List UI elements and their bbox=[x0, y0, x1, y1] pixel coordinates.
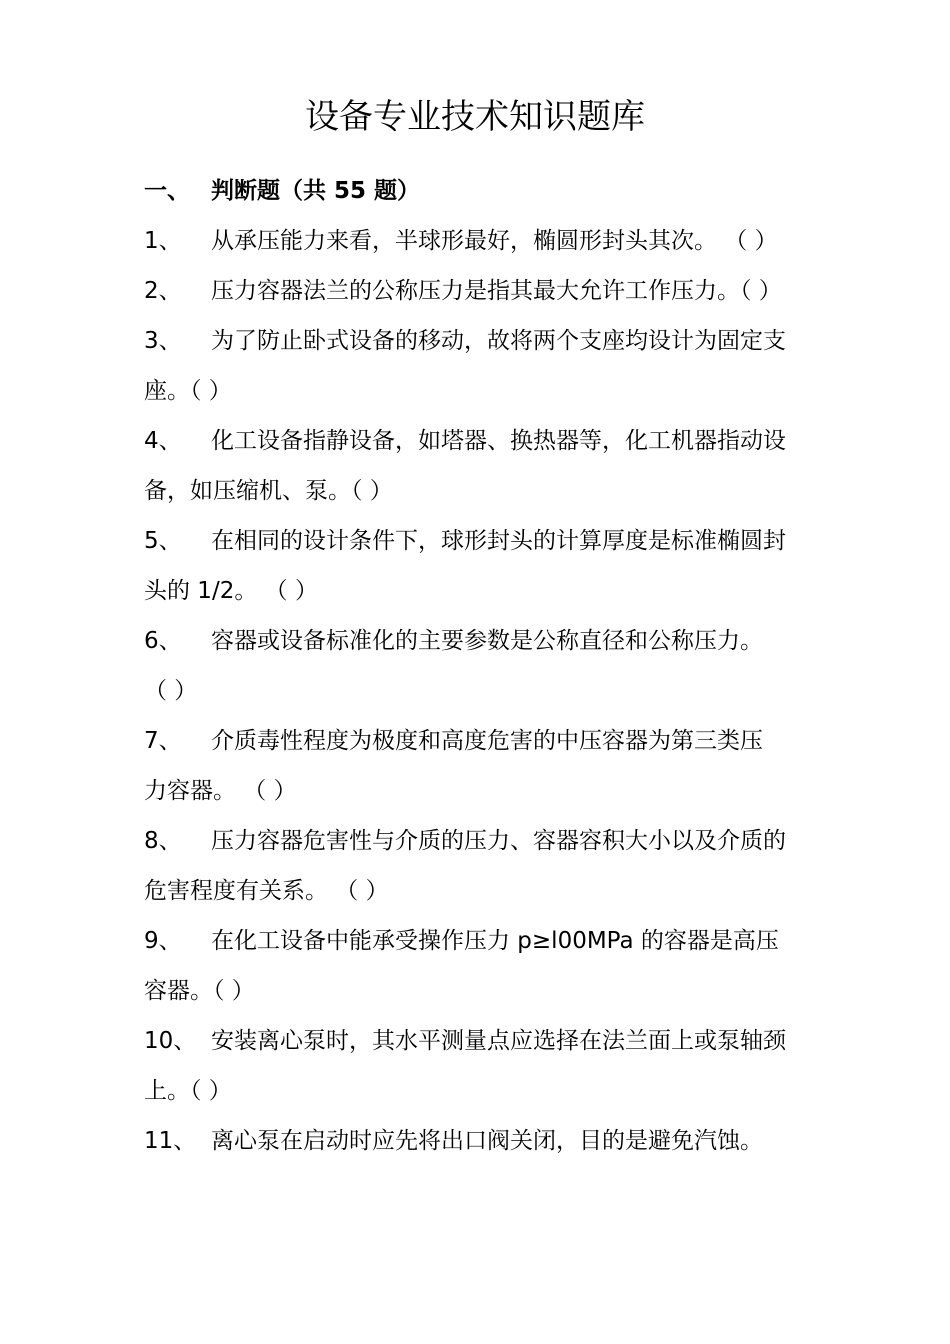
question-1 bbox=[144, 216, 824, 266]
question-text: 从承压能力来看，半球形最好，椭圆形封头其次。 （ ） bbox=[211, 228, 778, 254]
question-8-continuation bbox=[144, 866, 824, 916]
question-8 bbox=[144, 816, 824, 866]
question-11 bbox=[144, 1116, 824, 1166]
question-10 bbox=[144, 1016, 824, 1066]
question-text: 离心泵在启动时应先将出口阀关闭，目的是避免汽蚀。 bbox=[211, 1128, 763, 1154]
question-number: 7、 bbox=[144, 728, 182, 754]
question-number: 4、 bbox=[144, 428, 182, 454]
question-number: 8、 bbox=[144, 828, 182, 854]
question-text: 在相同的设计条件下，球形封头的计算厚度是标准椭圆封 bbox=[211, 528, 786, 554]
question-number: 11、 bbox=[144, 1128, 197, 1154]
question-6 bbox=[144, 616, 824, 666]
question-text-continued: （ ） bbox=[144, 678, 198, 704]
section-number: 一、 bbox=[144, 178, 190, 204]
question-text-continued: 力容器。 （ ） bbox=[144, 778, 297, 804]
question-text-continued: 座。（ ） bbox=[144, 378, 232, 404]
question-text-continued: 备，如压缩机、泵。（ ） bbox=[144, 478, 393, 504]
question-text: 在化工设备中能承受操作压力 p≥l00MPa 的容器是高压 bbox=[211, 928, 779, 954]
question-number: 3、 bbox=[144, 328, 182, 354]
question-number: 6、 bbox=[144, 628, 182, 654]
question-9 bbox=[144, 916, 824, 966]
question-5 bbox=[144, 516, 824, 566]
question-text: 容器或设备标准化的主要参数是公称直径和公称压力。 bbox=[211, 628, 763, 654]
question-10-continuation bbox=[144, 1066, 824, 1116]
question-text-continued: 头的 1/2。 （ ） bbox=[144, 578, 318, 604]
question-text: 压力容器法兰的公称压力是指其最大允许工作压力。（ ） bbox=[211, 278, 782, 304]
question-number: 10、 bbox=[144, 1028, 197, 1054]
question-9-continuation bbox=[144, 966, 824, 1016]
question-number: 5、 bbox=[144, 528, 182, 554]
question-number: 1、 bbox=[144, 228, 182, 254]
question-text-continued: 容器。（ ） bbox=[144, 978, 255, 1004]
question-2 bbox=[144, 266, 824, 316]
question-7-continuation bbox=[144, 766, 824, 816]
section-title: 判断题（共 55 题） bbox=[211, 178, 421, 204]
question-text: 压力容器危害性与介质的压力、容器容积大小以及介质的 bbox=[211, 828, 786, 854]
question-text: 介质毒性程度为极度和高度危害的中压容器为第三类压 bbox=[211, 728, 763, 754]
question-3 bbox=[144, 316, 824, 366]
question-4 bbox=[144, 416, 824, 466]
section-heading bbox=[144, 166, 824, 216]
question-3-continuation bbox=[144, 366, 824, 416]
question-text: 为了防止卧式设备的移动，故将两个支座均设计为固定支 bbox=[211, 328, 786, 354]
question-5-continuation bbox=[144, 566, 824, 616]
question-text: 安装离心泵时，其水平测量点应选择在法兰面上或泵轴颈 bbox=[211, 1028, 786, 1054]
question-4-continuation bbox=[144, 466, 824, 516]
question-text: 化工设备指静设备，如塔器、换热器等，化工机器指动设 bbox=[211, 428, 786, 454]
question-number: 9、 bbox=[144, 928, 182, 954]
question-number: 2、 bbox=[144, 278, 182, 304]
document-title: 设备专业技术知识题库 bbox=[305, 97, 645, 137]
question-text-continued: 上。（ ） bbox=[144, 1078, 232, 1104]
question-text-continued: 危害程度有关系。 （ ） bbox=[144, 878, 389, 904]
question-7 bbox=[144, 716, 824, 766]
question-6-continuation bbox=[144, 666, 824, 716]
